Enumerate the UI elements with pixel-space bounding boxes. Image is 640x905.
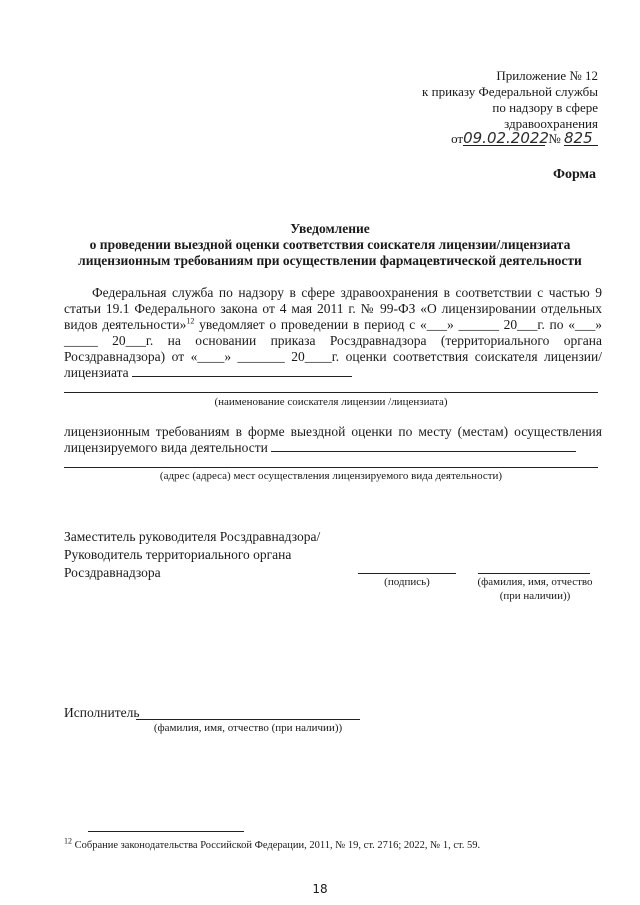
signatory-line3: Росздравнадзора [64,565,161,580]
signer-name-line [478,573,590,574]
number-prefix: № [548,131,561,146]
licensee-name-line [64,392,598,393]
licensee-name-blank [132,365,352,377]
footnote-text: Собрание законодательства Российской Федерации, 2011, № 19, ст. 2716; 2022, № 1, ст. 59. [72,840,481,851]
address-caption: (адрес (адреса) мест осуществления лицензируемого вида деятельности) [159,470,503,482]
document-subtitle-line1: о проведении выездной оценки соответствия соискателя лицензии/лицензиата [89,237,571,252]
form-label: Форма [552,167,596,182]
header-date-number [451,131,598,147]
page-number: 18 [312,882,328,896]
signature-line [358,573,456,574]
requirements-text: лицензионным требованиям в форме выездной оценки по месту (местам) осуществления лицензируемого вида деятельности [64,424,602,455]
footnote-separator [88,831,244,832]
notice-paragraph [64,285,602,381]
requirements-paragraph [64,424,602,456]
signature-caption: (подпись) [384,576,430,588]
date-handwritten: 09.02.2022 [463,129,549,147]
header-line-annex: Приложение № 12 [496,68,598,83]
document-subtitle-line2: лицензионным требованиям при осуществлении фармацевтической деятельности [78,253,582,268]
signatory-line1: Заместитель руководителя Росздравнадзора/ [64,529,321,544]
header-line-supervision: по надзору в сфере [492,100,598,115]
signatory-line2: Руководитель территориального органа [64,547,292,562]
executor-label: Исполнитель [64,705,140,720]
signer-name-caption-2: (при наличии)) [499,590,571,602]
executor-caption: (фамилия, имя, отчество (при наличии)) [153,722,343,734]
notice-text: Федеральная служба по надзору в сфере здравоохранения в соответствии с частью 9 статьи 19.1 Федерального закона от 4 мая 2011 г. № 99-ФЗ «О лицензировании отдельных видов деятельности» [64,285,602,332]
header-line-order: к приказу Федеральной службы [422,84,598,99]
number-handwritten: 825 [564,131,598,146]
footnote-ref: 12 [186,316,195,326]
executor-line [136,719,360,720]
licensee-caption: (наименование соискателя лицензии /лицензиата) [214,396,448,408]
address-line [64,467,598,468]
notice-text-cont: уведомляет о проведении в период с «___» ______ 20___г. по «___» _____ 20___г. на основании приказа Росздравнадзора (территориального органа Росздравнадзора) от «____» _______ 20____г. оценки соответствия соискателя лицензии/лицензиата [64,317,603,380]
footnote [64,836,481,851]
document-title: Уведомление [290,221,370,236]
signer-name-caption-1: (фамилия, имя, отчество [477,576,593,588]
footnote-number: 12 [64,836,72,846]
date-prefix: от [451,131,464,146]
header-line-healthcare: здравоохранения [504,116,598,131]
address-blank [271,440,576,452]
